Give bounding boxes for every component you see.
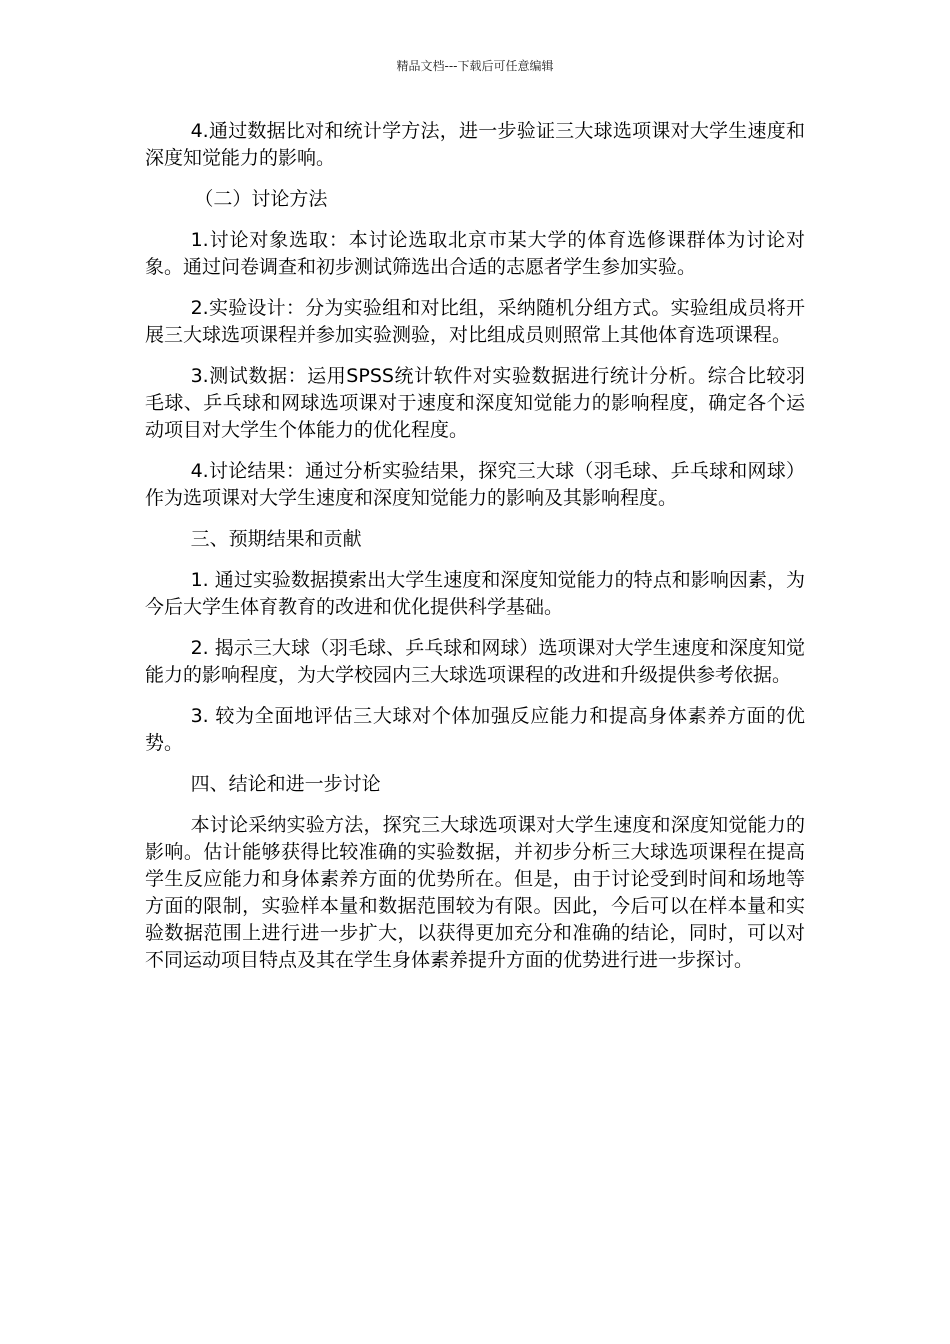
paragraph-expected-2: 2. 揭示三大球（羽毛球、乒乓球和网球）选项课对大学生速度和深度知觉能力的影响程度，为大学校园内三大球选项课程的改进和升级提供参考依据。 <box>145 637 805 686</box>
paragraph-discussion-results: 4.讨论结果：通过分析实验结果，探究三大球（羽毛球、乒乓球和网球）作为选项课对大学生速度和深度知觉能力的影响及其影响程度。 <box>145 460 805 509</box>
paragraph-verification-method: 4.通过数据比对和统计学方法，进一步验证三大球选项课对大学生速度和深度知觉能力的影响。 <box>145 120 805 169</box>
paragraph-experiment-design: 2.实验设计：分为实验组和对比组，采纳随机分组方式。实验组成员将开展三大球选项课程并参加实验测验，对比组成员则照常上其他体育选项课程。 <box>145 297 805 346</box>
section-heading-expected-results: 三、预期结果和贡献 <box>190 528 362 550</box>
paragraph-conclusion: 本讨论采纳实验方法，探究三大球选项课对大学生速度和深度知觉能力的影响。估计能够获得比较准确的实验数据，并初步分析三大球选项课程在提高学生反应能力和身体素养方面的优势所在。但是，由于讨论受到时间和场地等方面的限制，实验样本量和数据范围较为有限。因此，今后可以在样本量和实验数据范围上进行进一步扩大，以获得更加充分和准确的结论，同时，可以对不同运动项目特点及其在学生身体素养提升方面的优势进行进一步探讨。 <box>145 814 805 971</box>
page-header: 精品文档---下载后可任意编辑 <box>396 59 554 73</box>
document-body <box>145 118 805 988</box>
paragraph-test-data: 3.测试数据：运用SPSS统计软件对实验数据进行统计分析。综合比较羽毛球、乒乓球和网球选项课对于速度和深度知觉能力的影响程度，确定各个运动项目对大学生个体能力的优化程度。 <box>145 365 805 441</box>
section-heading-discussion-method: （二）讨论方法 <box>194 188 328 210</box>
paragraph-subject-selection: 1.讨论对象选取：本讨论选取北京市某大学的体育选修课群体为讨论对象。通过问卷调查和初步测试筛选出合适的志愿者学生参加实验。 <box>145 229 805 278</box>
paragraph-expected-1: 1. 通过实验数据摸索出大学生速度和深度知觉能力的特点和影响因素，为今后大学生体育教育的改进和优化提供科学基础。 <box>145 569 805 618</box>
section-heading-conclusion: 四、结论和进一步讨论 <box>190 773 381 795</box>
paragraph-expected-3: 3. 较为全面地评估三大球对个体加强反应能力和提高身体素养方面的优势。 <box>145 705 805 754</box>
